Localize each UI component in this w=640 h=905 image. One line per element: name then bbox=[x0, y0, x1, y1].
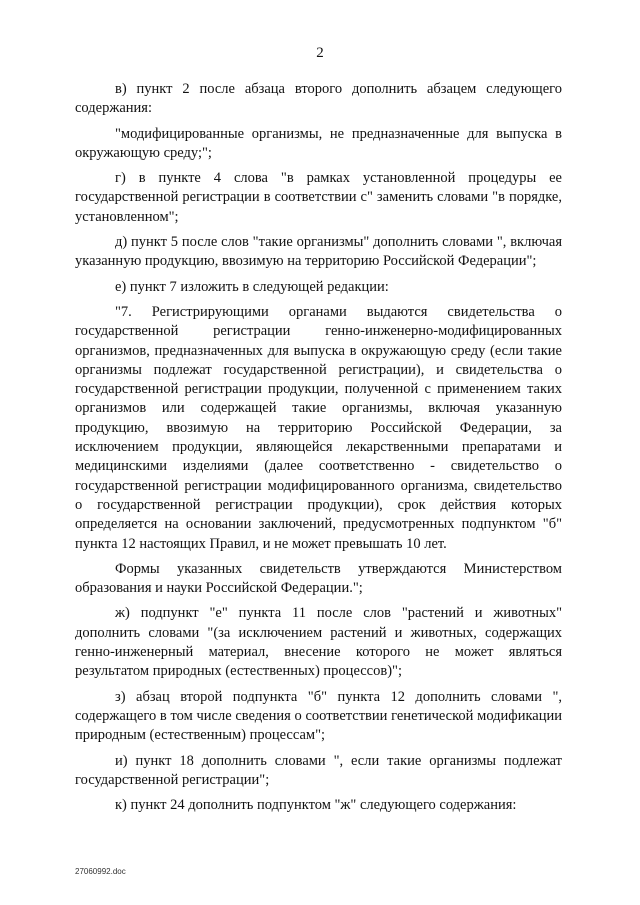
paragraph-k: к) пункт 24 дополнить подпунктом "ж" следующего содержания: bbox=[115, 797, 517, 814]
page-number: 2 bbox=[316, 45, 324, 61]
paragraph-zh: ж) подпункт "е" пункта 11 после слов "растений и животных" дополнить словами "(за исключением растений и животных, содержащих генно-инженерный материал, внесение которого не может являться результатом природных (естественных) процессов)"; bbox=[75, 605, 562, 680]
paragraph-e: е) пункт 7 изложить в следующей редакции: bbox=[115, 278, 389, 295]
paragraph-g: г) в пункте 4 слова "в рамках установленной процедуры ее государственной регистрации в соответствии с" заменить словами "в порядке, установленном"; bbox=[75, 170, 562, 225]
paragraph-e-forms: Формы указанных свидетельств утверждаются Министерством образования и науки Российской Федерации."; bbox=[75, 560, 562, 597]
paragraph-i: и) пункт 18 дополнить словами ", если такие организмы подлежат государственной регистрации"; bbox=[75, 752, 562, 788]
document-body bbox=[75, 80, 562, 821]
paragraph-e-item-7: "7. Регистрирующими органами выдаются свидетельства о государственной регистрации генно-инженерно-модифицированных организмов, предназначенных для выпуска в окружающую среду (если такие организмы подлежат государственной регистрации), и свидетельства о государственной регистрации продукции, полученной с применением таких организмов или содержащей такие организмы, включая указанную продукцию, ввозимую на территорию Российской Федерации, за исключением продукции, являющейся лекарственными препаратами и медицинскими изделиями (далее соответственно - свидетельство о государственной регистрации модифицированного организма, свидетельство о государственной регистрации продукции), срок действия которых определяется на основании заключений, предусмотренных подпунктом "б" пункта 12 настоящих Правил, и не может превышать 10 лет. bbox=[75, 303, 562, 552]
paragraph-z: з) абзац второй подпункта "б" пункта 12 дополнить словами ", содержащего в том числе сведения о соответствии генетической модификации природным (естественным) процессам"; bbox=[75, 688, 562, 744]
paragraph-v-quote: "модифицированные организмы, не предназначенные для выпуска в окружающую среду;"; bbox=[75, 125, 562, 161]
paragraph-d: д) пункт 5 после слов "такие организмы" дополнить словами ", включая указанную продукцию, ввозимую на территорию Российской Федерации"; bbox=[75, 234, 562, 270]
footer-document-code: 27060992.doc bbox=[75, 867, 126, 876]
paragraph-v: в) пункт 2 после абзаца второго дополнить абзацем следующего содержания: bbox=[75, 81, 562, 117]
